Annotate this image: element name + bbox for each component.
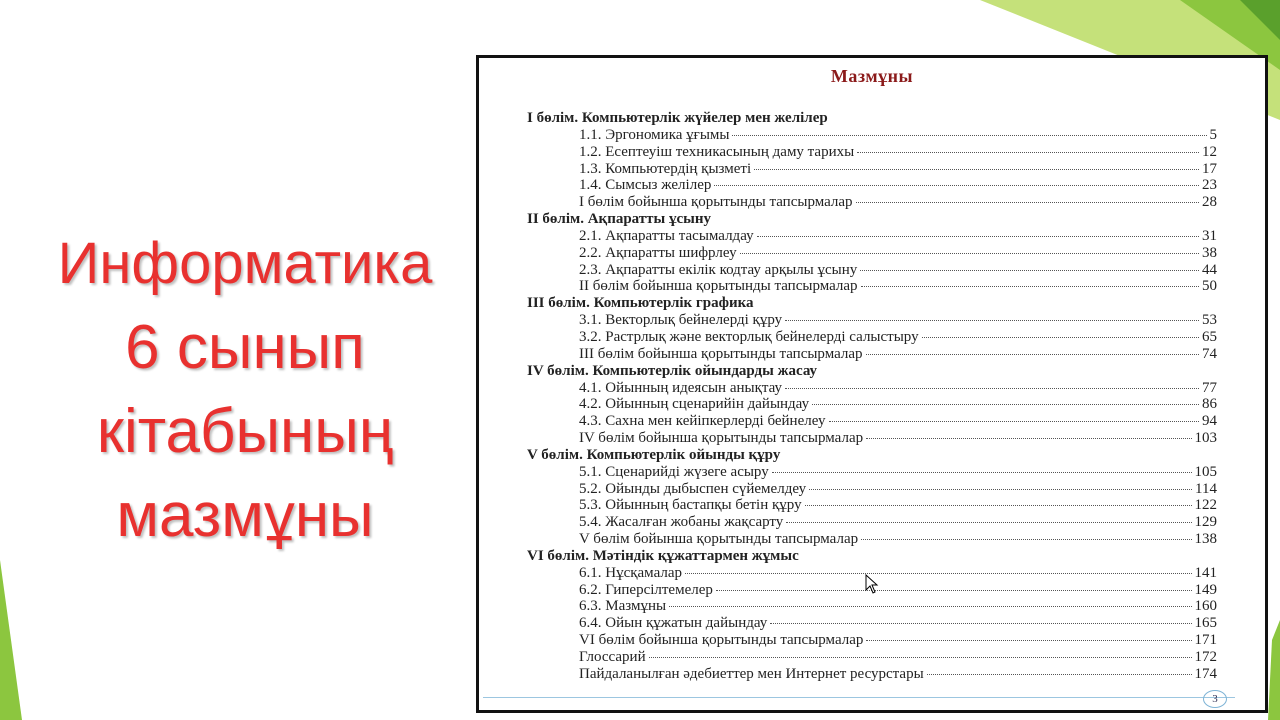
- toc-entry: [527, 481, 1217, 498]
- toc-section-heading: [527, 447, 1217, 464]
- toc-entry: [527, 649, 1217, 666]
- toc-entry: [527, 666, 1217, 683]
- toc-section-heading: [527, 110, 1217, 127]
- toc-entry-label: ІІІ бөлім бойынша қорытынды тапсырмалар: [579, 345, 863, 362]
- toc-entry: [527, 632, 1217, 649]
- toc-heading: Мазмұны: [830, 66, 914, 86]
- toc-entry-page: 122: [1194, 497, 1217, 514]
- toc-section-heading: [527, 295, 1217, 312]
- toc-dot-leader: [866, 640, 1191, 641]
- toc-entry-label: 2.1. Ақпаратты тасымалдау: [579, 227, 754, 244]
- toc-entry-page: 53: [1202, 312, 1217, 329]
- toc-entry-label: 6.4. Ойын құжатын дайындау: [579, 615, 768, 632]
- toc-dot-leader: [740, 253, 1199, 254]
- toc-entry: [527, 497, 1217, 514]
- toc-entry-page: 86: [1202, 396, 1217, 413]
- toc-dot-leader: [732, 135, 1206, 136]
- toc-entry-label: V бөлім бойынша қорытынды тапсырмалар: [579, 531, 859, 548]
- toc-entry-page: 5: [1209, 126, 1217, 143]
- toc-entry-label: 4.1. Ойынның идеясын анықтау: [579, 379, 783, 396]
- toc-entry: [527, 262, 1217, 279]
- toc-entry: [527, 396, 1217, 413]
- toc-entry-label: 1.1. Эргономика ұғымы: [579, 126, 730, 143]
- toc-entry-label: 6.1. Нұсқамалар: [579, 564, 683, 581]
- toc-entry-label: ІІ бөлім бойынша қорытынды тапсырмалар: [579, 278, 858, 295]
- toc-entry: [527, 228, 1217, 245]
- toc-dot-leader: [685, 573, 1191, 574]
- toc-dot-leader: [856, 202, 1199, 203]
- toc-entry-label: 3.1. Векторлық бейнелерді құру: [579, 312, 783, 329]
- toc-entry: [527, 346, 1217, 363]
- toc-entry-page: 44: [1202, 261, 1217, 278]
- toc-dot-leader: [857, 152, 1199, 153]
- toc-dot-leader: [785, 320, 1199, 321]
- toc-entry-page: 174: [1194, 665, 1217, 682]
- toc-entry-label: 1.2. Есептеуіш техникасының даму тарихы: [579, 143, 855, 160]
- toc-dot-leader: [805, 505, 1192, 506]
- toc-dot-leader: [669, 606, 1191, 607]
- toc-entry-page: 74: [1202, 345, 1217, 362]
- toc-entry-label: 4.2. Ойынның сценарийін дайындау: [579, 396, 810, 413]
- toc-entry-label: V бөлім. Компьютерлік ойынды құру: [527, 446, 781, 463]
- toc-entry: [527, 245, 1217, 262]
- toc-dot-leader: [809, 489, 1192, 490]
- toc-entry-label: Глоссарий: [579, 649, 646, 665]
- toc-entry: [527, 144, 1217, 161]
- book-page-image: [476, 55, 1268, 713]
- toc-entry: [527, 177, 1217, 194]
- toc-section-heading: [527, 363, 1217, 380]
- toc-dot-leader: [770, 623, 1191, 624]
- toc-entry: [527, 598, 1217, 615]
- slide-title-line: 6 сынып: [125, 313, 365, 382]
- toc-entry-label: 2.3. Ақпаратты екілік кодтау арқылы ұсыну: [579, 261, 858, 278]
- toc-entry-page: 138: [1194, 531, 1217, 548]
- toc-entry: [527, 312, 1217, 329]
- toc-entry-label: І бөлім бойынша қорытынды тапсырмалар: [579, 194, 853, 211]
- toc-dot-leader: [757, 236, 1199, 237]
- toc-entry-page: 149: [1194, 581, 1217, 598]
- green-accent-bottom-right: [1268, 620, 1280, 720]
- toc-entry: [527, 194, 1217, 211]
- toc-entry-label: VІ бөлім бойынша қорытынды тапсырмалар: [579, 632, 864, 649]
- toc-entry-label: 5.1. Сценарийді жүзеге асыру: [579, 463, 769, 480]
- toc-entry-label: ІV бөлім. Компьютерлік ойындарды жасау: [527, 362, 818, 379]
- toc-dot-leader: [786, 522, 1191, 523]
- toc-entry: [527, 514, 1217, 531]
- toc-entry-page: 129: [1194, 514, 1217, 531]
- toc-entry-page: 105: [1194, 463, 1217, 480]
- toc-entry-page: 17: [1202, 160, 1217, 177]
- toc-dot-leader: [649, 657, 1192, 658]
- toc-entry: [527, 380, 1217, 397]
- toc-entry-label: ІІ бөлім. Ақпаратты ұсыну: [527, 211, 712, 228]
- toc-entry: [527, 127, 1217, 144]
- page-number: 3: [1203, 690, 1227, 708]
- toc-entry-page: 172: [1194, 649, 1217, 665]
- toc-entry-label: 5.4. Жасалған жобаны жақсарту: [579, 514, 784, 531]
- toc-entry-label: 3.2. Растрлық және векторлық бейнелерді салыстыру: [579, 328, 919, 345]
- toc-entry-page: 160: [1194, 598, 1217, 615]
- toc-entry-label: VІ бөлім. Мәтіндік құжаттармен жұмыс: [527, 547, 799, 564]
- toc-entry-label: ІV бөлім бойынша қорытынды тапсырмалар: [579, 430, 864, 447]
- toc-dot-leader: [927, 674, 1192, 675]
- toc-entry-page: 38: [1202, 244, 1217, 261]
- toc-dot-leader: [861, 539, 1191, 540]
- toc-entry: [527, 161, 1217, 178]
- toc-entry: [527, 464, 1217, 481]
- toc-entry-label: 2.2. Ақпаратты шифрлеу: [579, 244, 737, 261]
- toc-entry-page: 12: [1202, 143, 1217, 160]
- toc-entry-label: 5.3. Ойынның бастапқы бетін құру: [579, 497, 802, 514]
- toc-entry-label: 5.2. Ойынды дыбыспен сүйемелдеу: [579, 480, 807, 497]
- toc-entry-label: ІІІ бөлім. Компьютерлік графика: [527, 295, 754, 312]
- toc-entry-page: 23: [1202, 177, 1217, 194]
- slide-title-line: мазмұны: [116, 481, 374, 550]
- toc-entry-page: 77: [1202, 379, 1217, 396]
- toc-entry-page: 65: [1202, 328, 1217, 345]
- toc-dot-leader: [860, 270, 1199, 271]
- toc-entry-label: 4.3. Сахна мен кейіпкерлерді бейнелеу: [579, 413, 826, 430]
- toc-dot-leader: [716, 590, 1192, 591]
- toc-entry-page: 171: [1194, 632, 1217, 649]
- toc-dot-leader: [714, 185, 1199, 186]
- table-of-contents: [527, 110, 1217, 683]
- slide-title-line: Информатика: [57, 231, 433, 296]
- toc-entry-label: 6.3. Мазмұны: [579, 598, 667, 615]
- toc-section-heading: [527, 548, 1217, 565]
- toc-entry-page: 165: [1194, 615, 1217, 632]
- toc-entry-page: 31: [1202, 227, 1217, 244]
- toc-entry-label: Пайдаланылған әдебиеттер мен Интернет ресурстары: [579, 665, 924, 682]
- toc-entry: [527, 278, 1217, 295]
- toc-entry-page: 50: [1202, 278, 1217, 295]
- toc-entry-page: 103: [1194, 430, 1217, 447]
- toc-dot-leader: [829, 421, 1199, 422]
- toc-entry: [527, 615, 1217, 632]
- slide-title-line: кітабының: [96, 397, 394, 466]
- toc-dot-leader: [754, 169, 1199, 170]
- toc-dot-leader: [812, 404, 1199, 405]
- toc-entry-label: 1.3. Компьютердің қызметі: [579, 160, 752, 177]
- toc-section-heading: [527, 211, 1217, 228]
- toc-entry: [527, 329, 1217, 346]
- toc-entry: [527, 430, 1217, 447]
- slide-title: [0, 222, 490, 558]
- toc-entry-page: 141: [1194, 564, 1217, 581]
- toc-dot-leader: [922, 337, 1199, 338]
- toc-dot-leader: [861, 286, 1199, 287]
- toc-entry-label: 1.4. Сымсыз желілер: [579, 177, 712, 194]
- green-accent-left: [0, 560, 22, 720]
- toc-dot-leader: [866, 354, 1199, 355]
- toc-entry-label: І бөлім. Компьютерлік жүйелер мен желілер: [527, 110, 828, 126]
- toc-entry-label: 6.2. Гиперсілтемелер: [579, 581, 713, 598]
- toc-entry: [527, 413, 1217, 430]
- toc-dot-leader: [772, 472, 1192, 473]
- toc-entry-page: 28: [1202, 194, 1217, 211]
- page-footer-line: [483, 697, 1235, 698]
- toc-dot-leader: [866, 438, 1191, 439]
- toc-dot-leader: [785, 388, 1199, 389]
- toc-entry-page: 114: [1195, 480, 1217, 497]
- toc-entry-page: 94: [1202, 413, 1217, 430]
- mouse-cursor-icon: [865, 574, 879, 594]
- toc-entry: [527, 531, 1217, 548]
